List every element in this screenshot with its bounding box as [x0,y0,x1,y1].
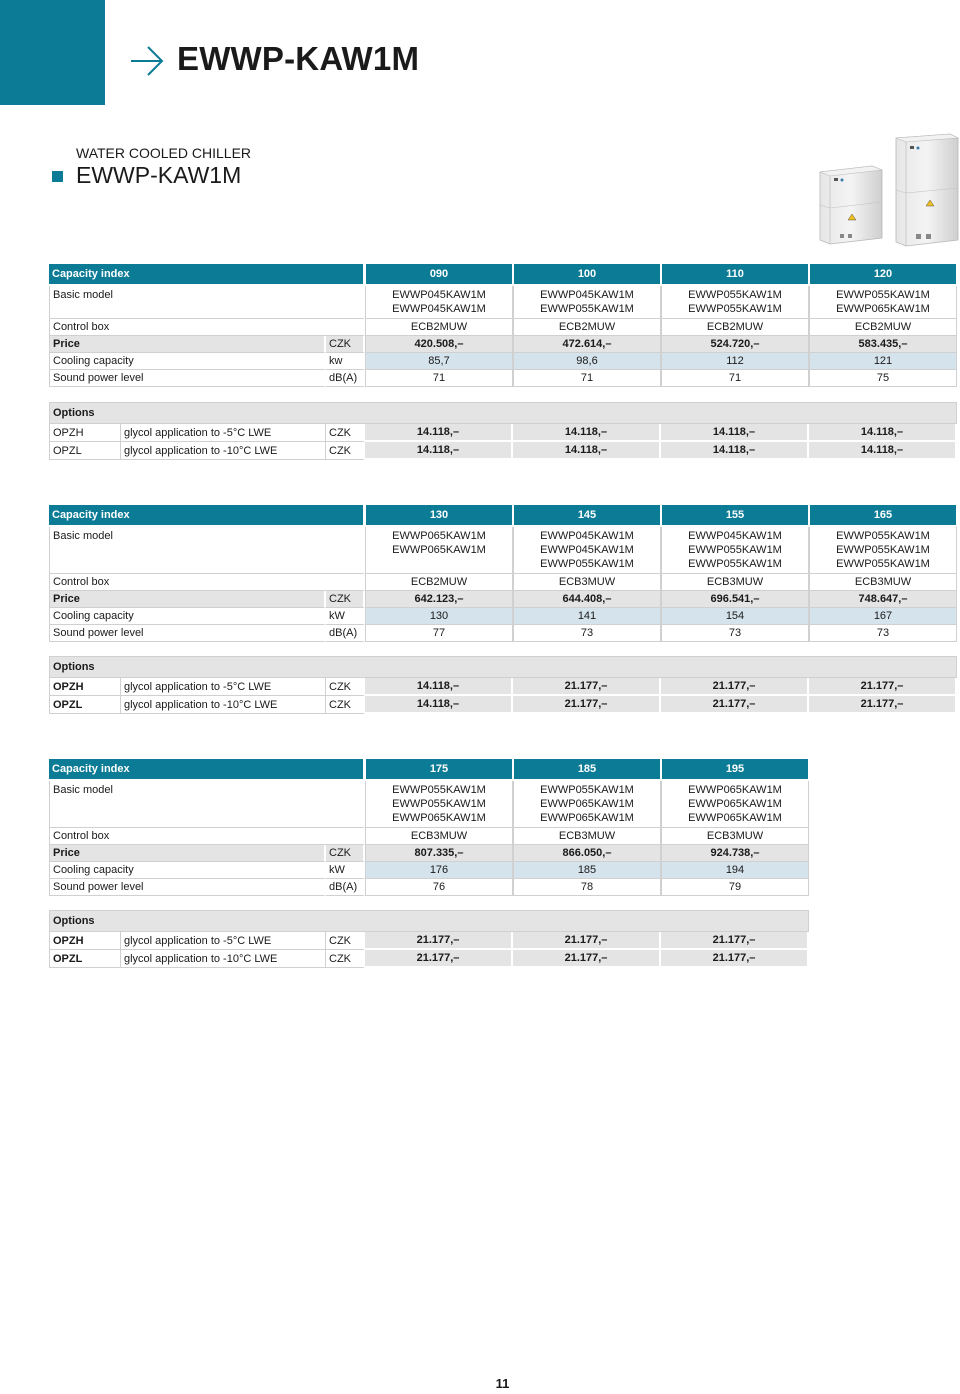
capacity-index-label: Capacity index [49,264,365,286]
model-line: EWWP045KAW1M [540,289,634,301]
sound-unit: dB(A) [326,370,365,387]
sound-value: 73 [513,625,661,642]
cooling-capacity-row [49,608,957,625]
option-desc: glycol application to -10°C LWE [121,950,326,968]
cooling-value: 112 [661,353,809,370]
sound-unit: dB(A) [326,625,365,642]
basic-model-row [49,286,957,319]
cooling-value: 130 [365,608,513,625]
option-code: OPZL [49,442,121,460]
option-unit: CZK [326,932,365,950]
option-price: 21.177,– [661,678,809,696]
price-value: 420.508,– [365,336,513,353]
model-line: EWWP055KAW1M [540,784,634,796]
control-box-value: ECB2MUW [365,574,513,591]
capacity-index-label: Capacity index [49,759,365,781]
chiller-units-image [812,130,960,250]
cooling-value: 141 [513,608,661,625]
option-price: 21.177,– [513,696,661,714]
model-cell [513,527,661,574]
model-line: EWWP065KAW1M [688,784,782,796]
sound-value: 71 [365,370,513,387]
sound-power-row [49,370,957,387]
model-line: EWWP065KAW1M [392,812,486,824]
cooling-capacity-label: Cooling capacity [49,862,326,879]
price-value: 583.435,– [809,336,957,353]
capacity-index-label: Capacity index [49,505,365,527]
option-price: 21.177,– [513,950,661,968]
control-box-label: Control box [49,319,365,336]
option-unit: CZK [326,424,365,442]
basic-model-label: Basic model [49,527,365,574]
model-cell [513,286,661,319]
spec-table-2 [49,505,957,642]
cooling-value: 85,7 [365,353,513,370]
model-line: EWWP045KAW1M [540,530,634,542]
sound-value: 79 [661,879,809,896]
model-cell [809,286,957,319]
capacity-value: 195 [661,759,809,781]
sound-unit: dB(A) [326,879,365,896]
option-row-opzl [49,442,957,460]
model-cell [365,781,513,828]
model-cell [365,527,513,574]
model-cell [809,527,957,574]
model-cell [661,286,809,319]
option-price: 14.118,– [365,424,513,442]
control-box-value: ECB3MUW [513,574,661,591]
option-row-opzl [49,696,957,714]
options-table-2 [49,656,957,714]
model-cell [365,286,513,319]
product-subtitle: WATER COOLED CHILLER [76,145,252,161]
basic-model-row [49,781,809,828]
spec-table-1 [49,264,957,387]
model-line: EWWP055KAW1M [836,544,930,556]
cooling-capacity-label: Cooling capacity [49,608,326,625]
sound-value: 75 [809,370,957,387]
capacity-value: 090 [365,264,513,286]
price-label: Price [49,591,326,608]
arrow-right-icon [130,46,164,76]
sound-power-label: Sound power level [49,625,326,642]
control-box-value: ECB3MUW [365,828,513,845]
price-row [49,336,957,353]
control-box-label: Control box [49,574,365,591]
option-price: 14.118,– [365,678,513,696]
cooling-capacity-row [49,353,957,370]
cooling-unit: kW [326,862,365,879]
sound-value: 73 [661,625,809,642]
price-label: Price [49,845,326,862]
model-line: EWWP055KAW1M [392,784,486,796]
control-box-row [49,828,809,845]
price-value: 866.050,– [513,845,661,862]
option-price: 21.177,– [365,950,513,968]
option-code: OPZL [49,950,121,968]
product-title: EWWP-KAW1M [76,162,242,188]
options-label: Options [49,910,809,932]
basic-model-row [49,527,957,574]
sound-power-label: Sound power level [49,879,326,896]
capacity-value: 165 [809,505,957,527]
model-line: EWWP065KAW1M [688,812,782,824]
price-value: 696.541,– [661,591,809,608]
model-line: EWWP055KAW1M [392,798,486,810]
option-code: OPZH [49,932,121,950]
option-unit: CZK [326,950,365,968]
sound-value: 71 [661,370,809,387]
sound-value: 73 [809,625,957,642]
capacity-value: 110 [661,264,809,286]
options-header-row [49,656,957,678]
sound-power-label: Sound power level [49,370,326,387]
control-box-row [49,319,957,336]
model-line: EWWP055KAW1M [836,558,930,570]
model-cell [513,781,661,828]
header-accent-block [0,0,105,105]
capacity-value: 175 [365,759,513,781]
option-price: 14.118,– [513,442,661,460]
option-price: 21.177,– [661,932,809,950]
model-line: EWWP055KAW1M [540,303,634,315]
model-line: EWWP055KAW1M [836,289,930,301]
model-line: EWWP045KAW1M [392,289,486,301]
model-line: EWWP065KAW1M [540,798,634,810]
capacity-value: 155 [661,505,809,527]
option-price: 14.118,– [661,442,809,460]
option-desc: glycol application to -5°C LWE [121,678,326,696]
control-box-value: ECB2MUW [661,319,809,336]
option-code: OPZL [49,696,121,714]
model-line: EWWP045KAW1M [688,530,782,542]
option-row-opzh [49,932,809,950]
model-line: EWWP065KAW1M [540,812,634,824]
option-price: 14.118,– [365,696,513,714]
bullet-square-icon [52,171,63,182]
option-price: 14.118,– [365,442,513,460]
price-value: 807.335,– [365,845,513,862]
option-desc: glycol application to -10°C LWE [121,696,326,714]
option-unit: CZK [326,696,365,714]
sound-power-row [49,879,809,896]
capacity-index-row [49,759,809,781]
control-box-row [49,574,957,591]
price-value: 642.123,– [365,591,513,608]
model-line: EWWP055KAW1M [688,558,782,570]
sound-power-row [49,625,957,642]
control-box-value: ECB2MUW [365,319,513,336]
option-price: 21.177,– [365,932,513,950]
spec-table-3 [49,759,809,896]
option-desc: glycol application to -5°C LWE [121,424,326,442]
sound-value: 78 [513,879,661,896]
page-number: 11 [495,1376,510,1391]
option-price: 21.177,– [661,950,809,968]
price-unit: CZK [326,591,365,608]
option-price: 14.118,– [513,424,661,442]
cooling-unit: kW [326,608,365,625]
options-header-row [49,402,957,424]
price-value: 644.408,– [513,591,661,608]
option-price: 14.118,– [809,424,957,442]
model-line: EWWP055KAW1M [688,303,782,315]
capacity-value: 130 [365,505,513,527]
option-desc: glycol application to -10°C LWE [121,442,326,460]
model-line: EWWP055KAW1M [836,530,930,542]
option-row-opzl [49,950,809,968]
option-price: 21.177,– [809,696,957,714]
basic-model-label: Basic model [49,781,365,828]
cooling-capacity-label: Cooling capacity [49,353,326,370]
price-row [49,591,957,608]
model-cell [661,527,809,574]
cooling-value: 121 [809,353,957,370]
cooling-value: 167 [809,608,957,625]
sound-value: 71 [513,370,661,387]
option-price: 21.177,– [513,932,661,950]
control-box-value: ECB2MUW [809,319,957,336]
cooling-value: 176 [365,862,513,879]
price-value: 924.738,– [661,845,809,862]
price-label: Price [49,336,326,353]
capacity-value: 185 [513,759,661,781]
model-line: EWWP055KAW1M [540,558,634,570]
options-table-3 [49,910,809,968]
capacity-value: 145 [513,505,661,527]
capacity-value: 120 [809,264,957,286]
model-line: EWWP065KAW1M [836,303,930,315]
price-value: 524.720,– [661,336,809,353]
control-box-value: ECB2MUW [513,319,661,336]
options-label: Options [49,656,957,678]
control-box-value: ECB3MUW [809,574,957,591]
capacity-index-row [49,264,957,286]
option-unit: CZK [326,442,365,460]
cooling-value: 154 [661,608,809,625]
model-line: EWWP055KAW1M [688,544,782,556]
price-row [49,845,809,862]
option-desc: glycol application to -5°C LWE [121,932,326,950]
option-price: 21.177,– [661,696,809,714]
capacity-index-row [49,505,957,527]
basic-model-label: Basic model [49,286,365,319]
model-line: EWWP065KAW1M [392,544,486,556]
option-price: 21.177,– [513,678,661,696]
option-price: 14.118,– [661,424,809,442]
control-box-value: ECB3MUW [661,574,809,591]
options-table-1 [49,402,957,460]
cooling-unit: kw [326,353,365,370]
option-price: 14.118,– [809,442,957,460]
options-header-row [49,910,809,932]
option-price: 21.177,– [809,678,957,696]
option-unit: CZK [326,678,365,696]
model-cell [661,781,809,828]
option-code: OPZH [49,424,121,442]
option-row-opzh [49,424,957,442]
control-box-value: ECB3MUW [513,828,661,845]
model-line: EWWP055KAW1M [688,289,782,301]
model-line: EWWP045KAW1M [392,303,486,315]
sound-value: 76 [365,879,513,896]
control-box-label: Control box [49,828,365,845]
price-unit: CZK [326,845,365,862]
control-box-value: ECB3MUW [661,828,809,845]
sound-value: 77 [365,625,513,642]
option-code: OPZH [49,678,121,696]
cooling-value: 185 [513,862,661,879]
options-label: Options [49,402,957,424]
cooling-capacity-row [49,862,809,879]
price-unit: CZK [326,336,365,353]
option-row-opzh [49,678,957,696]
cooling-value: 98,6 [513,353,661,370]
page-title: EWWP-KAW1M [177,40,420,77]
price-value: 748.647,– [809,591,957,608]
model-line: EWWP065KAW1M [688,798,782,810]
capacity-value: 100 [513,264,661,286]
model-line: EWWP065KAW1M [392,530,486,542]
cooling-value: 194 [661,862,809,879]
price-value: 472.614,– [513,336,661,353]
model-line: EWWP045KAW1M [540,544,634,556]
